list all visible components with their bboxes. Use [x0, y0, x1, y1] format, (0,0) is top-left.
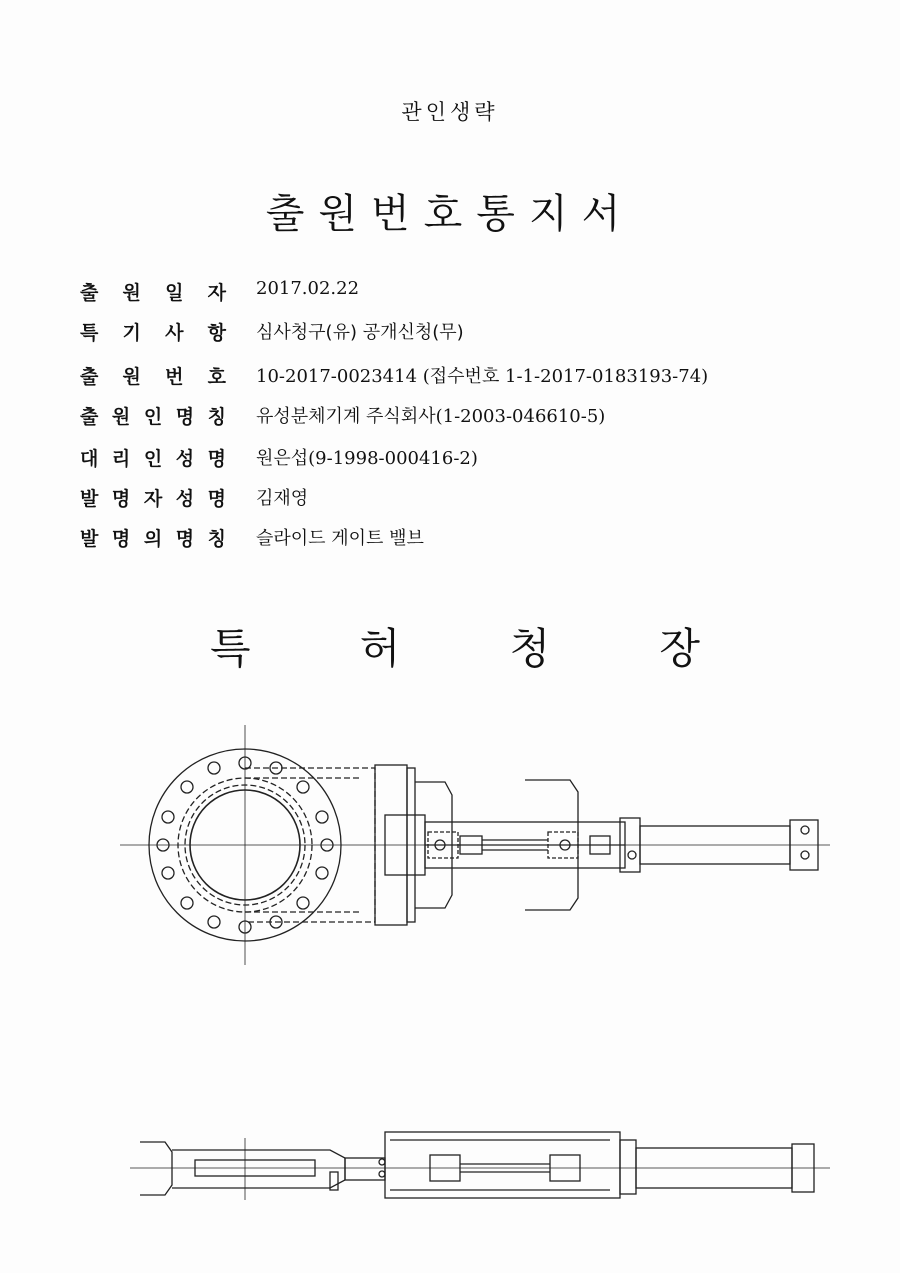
field-label: 발 명 자 성 명: [80, 488, 226, 510]
issuer-char: 특: [210, 624, 251, 673]
field-value: 2017.02.22: [256, 278, 360, 299]
field-value: 원은섭(9-1998-000416-2): [256, 448, 478, 469]
field-label: 특 기 사 항: [80, 322, 226, 344]
field-label: 출 원 인 명 칭: [80, 406, 226, 428]
issuer-char: 허: [359, 624, 401, 673]
field-label: 출 원 번 호: [80, 366, 226, 388]
issuer-char: 청: [509, 624, 551, 673]
seal-omitted-note: 관인생략: [401, 100, 499, 124]
field-value: 10-2017-0023414 (접수번호 1-1-2017-0183193-74): [256, 366, 709, 387]
issuer-char: 장: [659, 624, 700, 673]
document-title: 출원번호통지서: [265, 191, 635, 237]
field-value: 유성분체기계 주식회사(1-2003-046610-5): [256, 406, 606, 427]
field-label: 대 리 인 성 명: [80, 448, 226, 470]
field-label: 출 원 일 자: [80, 282, 226, 304]
field-value: 슬라이드 게이트 밸브: [256, 528, 424, 549]
field-label: 발 명 의 명 칭: [80, 528, 226, 550]
field-value: 김재영: [256, 488, 309, 509]
field-value: 심사청구(유) 공개신청(무): [256, 322, 464, 343]
